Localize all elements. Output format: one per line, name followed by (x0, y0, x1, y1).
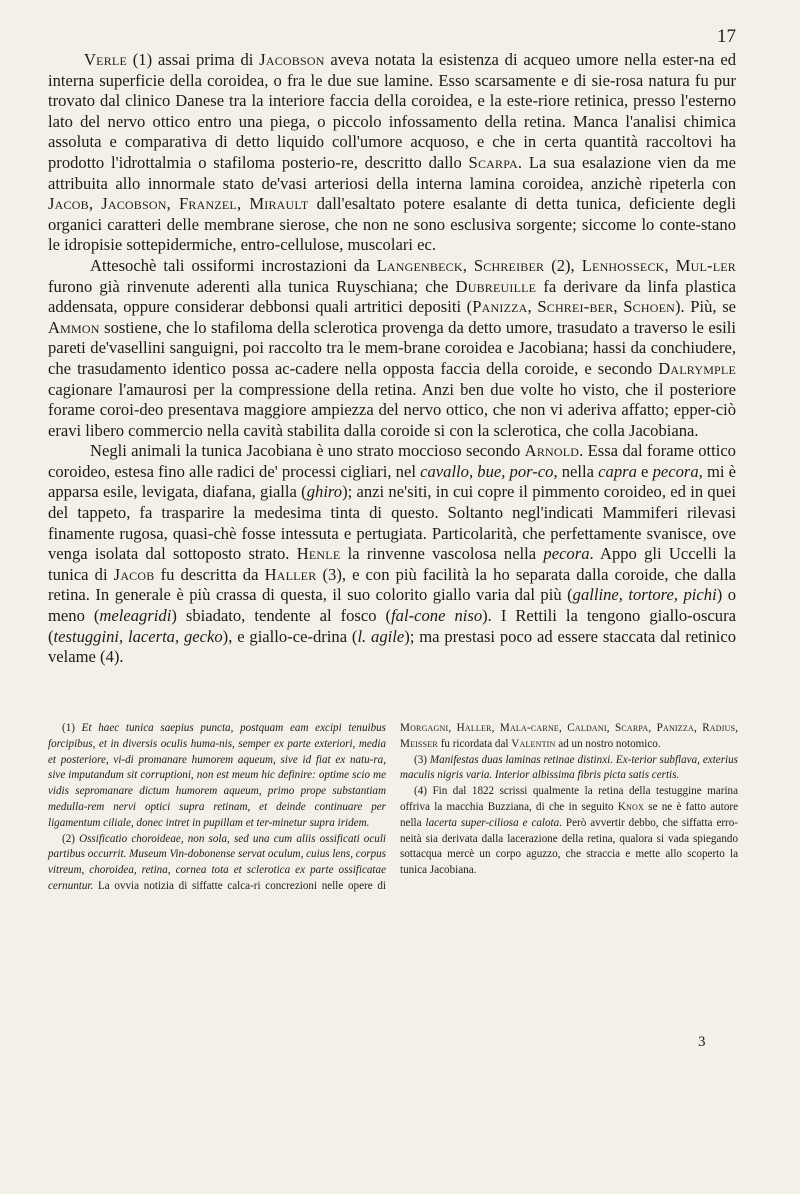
text-run: cagionare l'amaurosi per la compressione della retina. Anzi ben due volte ho visto, che il posteriore forame coroi-deo presentava maggiore ampiezza del nervo ottico, che non vi aderiva affatto; epper-ciò eravi libero commercio nella cavità stabilita dalla coroide si con la sclerotica, che colla Jacobiana. (48, 379, 736, 440)
text-run: fu descritta da (154, 564, 265, 584)
text-run: , nella (553, 461, 599, 481)
author-name: Jacob (48, 194, 89, 214)
author-name: Schrei-ber (537, 297, 614, 317)
author-name: Jacobson (101, 194, 167, 214)
footnotes (48, 721, 738, 895)
author-name: Morgagni (400, 722, 449, 734)
text-run: ad un nostro notomico. (555, 737, 661, 750)
footnote-marker: (2) (62, 832, 80, 845)
footnote-marker: (3) (414, 753, 430, 766)
text-run: ) sbiadato, tendente al fosco ( (171, 606, 392, 626)
author-name: Haller (264, 564, 317, 584)
text-run: e (636, 461, 653, 481)
text-run: , (559, 722, 568, 734)
author-name: Henle (296, 544, 341, 564)
italic-run: Manifestas duas laminas retinae distinxi. Ex-terior subflava, exterius maculis nigris varia. Interior albissima fibris picta satis certis. (400, 753, 738, 782)
italic-run: cavallo, bue, por-co (420, 461, 554, 481)
text-run: ), e giallo-ce-drina ( (222, 626, 358, 646)
text-run: (1) assai prima di (126, 50, 260, 69)
text-run: aveva notata la esistenza di acqueo umore nella ester-na ed interna superficie della coroidea, o fra le due sue lamine. Esso scarsamente e di sie-rosa natura fu pur trovato dal clinico Danese tra la interiore faccia della coroidea, e la este-riore retinica, presso l'esterno lato del nervo ottico entro una piega, o piccolo infossamento della retina. Manca l'analisi chimica assoluta e comparativa di detto liquido coll'umore acquoso, e che in certa quantità raccoltovi ha prodotto l'idrottalmia o stafiloma posterio-re, descritto dallo (48, 50, 736, 172)
text-run: , (166, 194, 179, 214)
text-run: , (693, 722, 703, 734)
text-run: (4) Fin dal 1822 scrissi qualmente la retina della testuggine marina offriva la macchia Buzziana, di che in seguito (400, 785, 738, 813)
text-run: , (448, 722, 457, 734)
text-run: Attesochè tali ossiformi incrostazioni da (90, 255, 377, 275)
text-run: ). Più, se (674, 297, 737, 317)
text-run: . Però avvertir debbo, che siffatta erro-neità sia derivata dalla lacerazione della retina, qualora si vada spiegando sottacqua mercè un corpo aguzzo, che straccia e mette allo scoperto la tunica Jacobiana. (400, 816, 738, 877)
page-number: 17 (717, 26, 736, 47)
text-run: , (527, 297, 538, 317)
text-run: La ovvia notizia di siffatte calca-ri concrezioni nelle opere di (93, 879, 386, 892)
text-run: Negli animali la tunica Jacobiana è uno strato moccioso secondo (90, 441, 525, 461)
author-name: Panizza (656, 722, 694, 734)
text-run: ). I Rettili la tengono giallo-oscura ( (48, 606, 736, 646)
author-name: Scarpa (615, 722, 649, 734)
author-name: Mirault (249, 194, 309, 214)
author-name: Radius (702, 722, 736, 734)
signature-mark: 3 (698, 1034, 706, 1050)
author-name: Dubreuille (455, 276, 537, 296)
text-run: , (462, 255, 474, 275)
author-name: Dalrymple (658, 358, 736, 378)
text-run: . Appo gli Uccelli la tunica di (48, 544, 737, 584)
text-run: fu ricordata dal (437, 737, 512, 750)
italic-run: pecora (652, 461, 699, 481)
author-name: Mala-carne (499, 722, 560, 734)
paragraph-1 (48, 50, 736, 256)
author-name: Arnold (524, 441, 580, 461)
author-name: Haller (456, 722, 492, 734)
text-run: se ne è fatto autore nella (400, 800, 738, 829)
italic-run: l. agile (357, 626, 405, 646)
text-run: , (88, 194, 102, 214)
text-run: (2), (544, 255, 582, 275)
author-name: Langenbeck (376, 255, 463, 275)
italic-run: Et haec tunica saepius puncta, postquam eam excipi tenuibus forcipibus, et in diversis oculis huma-nis, semper ex parte exteriori, media et posteriore, vi-di promanare humorem aqueum, sive id fiat ex natu-ra, sive imputandum sit corruptioni, non est meum hic definire: optime scio me vidis sepromanare dictum humorem aqueum, primo prope substantiam medulla-rem nervi optici supra retinam, et deinde continuare per ligamentum ciliale, donec intret in pupillam et ter-minetur supra iridem. (48, 722, 386, 829)
paragraph-2 (48, 256, 736, 441)
italic-run: lacerta super-ciliosa e calota (425, 816, 560, 829)
author-name: Schoen (623, 297, 675, 317)
italic-run: fal-cone niso (391, 606, 483, 626)
text-run: ); ma prestasi poco ad essere staccata dal retinico velame (4). (48, 626, 736, 667)
italic-run: pecora (543, 544, 590, 564)
text-run: . La sua esalazione vien da me attribuita allo innormale stato de'vasi arteriosi della interna lamina coroidea, anzichè ripeterla con (48, 152, 736, 193)
text-run: , (664, 255, 676, 275)
author-name: Caldani (567, 722, 607, 734)
text-run: (3), e con più facilità la ho separata dalla coroide, che dalla retina. In generale è più crassa di questa, il suo colorito giallo varia dal più ( (48, 564, 737, 605)
text-run: ); anzi ne'siti, in cui copre il pimmento coroideo, ed in quei del tappeto, fa trasparire la medesima tinta di questo. Soltanto negl'indicati Mammiferi rilevasi finamente rugosa, quasi-chè fosse intessuta e pertugiata. Particolarità, che perfettamente svanisce, ove venga isolata dal sottoposto strato. (48, 482, 736, 564)
italic-run: meleagridi (99, 606, 172, 626)
text-run: , (613, 297, 624, 317)
text-run: , (606, 722, 616, 734)
footnote-4 (400, 784, 738, 879)
footnote-marker: (1) (62, 722, 82, 734)
text-run: , (491, 722, 500, 734)
italic-run: testuggini, lacerta, gecko (53, 626, 223, 646)
text-run: , (648, 722, 657, 734)
italic-run: ghiro (306, 482, 343, 502)
text-run: furono già rinvenute aderenti alla tunica Ruyschiana; che (48, 276, 456, 296)
text-run: ) o meno ( (48, 585, 736, 626)
author-name: Lenhosseck (581, 255, 665, 275)
text-run: la rinvenne vascolosa nella (340, 544, 544, 564)
main-text (48, 50, 736, 668)
footnote-3 (400, 753, 738, 785)
paragraph-3 (48, 441, 736, 668)
author-name: Scarpa (468, 152, 518, 172)
author-name: Jacobson (259, 50, 325, 69)
text-run: fa derivare da linfa plastica addensata, oppure considerar debbonsi quali artritici depositi ( (48, 276, 736, 317)
author-name: Knox (617, 800, 644, 813)
author-name: Verle (84, 50, 127, 69)
text-run: , (735, 722, 739, 734)
author-name: Schreiber (473, 255, 545, 275)
author-name: Meisser (400, 737, 438, 750)
text-run: sostiene, che lo stafiloma della sclerotica provenga da detto umore, trasudato a traverso le esili pareti de'vasellini sanguigni, poi raccolto tra le mem-brane coroidea e Jacobiana; hassi da conchiudere, che trasudamento identico possa ac-cadere nella opposta faccia della coroide, e secondo (48, 317, 736, 378)
italic-run: galline, tortore, pichi (572, 585, 717, 605)
footnote-1 (48, 721, 386, 832)
author-name: Mul-ler (675, 255, 736, 275)
italic-run: Ossificatio choroideae, non sola, sed una cum aliis ossificati oculi partibus occurrit. Museum Vin-dobonense servat oculum, cuius lens, corpus vitreum, choroidea, retina, cornea tota et sclerotica ex parte ossificatae cernuntur. (48, 832, 386, 892)
text-run: . Essa dal forame ottico coroideo, estesa fino alle radici de' processi cigliari, nel (48, 441, 736, 481)
author-name: Valentin (511, 737, 556, 750)
author-name: Jacob (113, 564, 155, 584)
text-run: , mi è apparsa esile, levigata, diafana, gialla ( (48, 461, 737, 502)
text-run: dall'esaltato potere esalante di detta tunica, deficiente degli organici caratteri delle membrane sierose, che non ne sono esclusiva sorgente; siccome lo conte-stano le idropisie sottepidermiche, entro-cellulose, muscolari ec. (48, 194, 737, 255)
author-name: Panizza (472, 297, 528, 317)
author-name: Ammon (48, 317, 100, 337)
italic-run: capra (598, 461, 637, 481)
author-name: Franzel (178, 194, 237, 214)
text-run: , (236, 194, 250, 214)
